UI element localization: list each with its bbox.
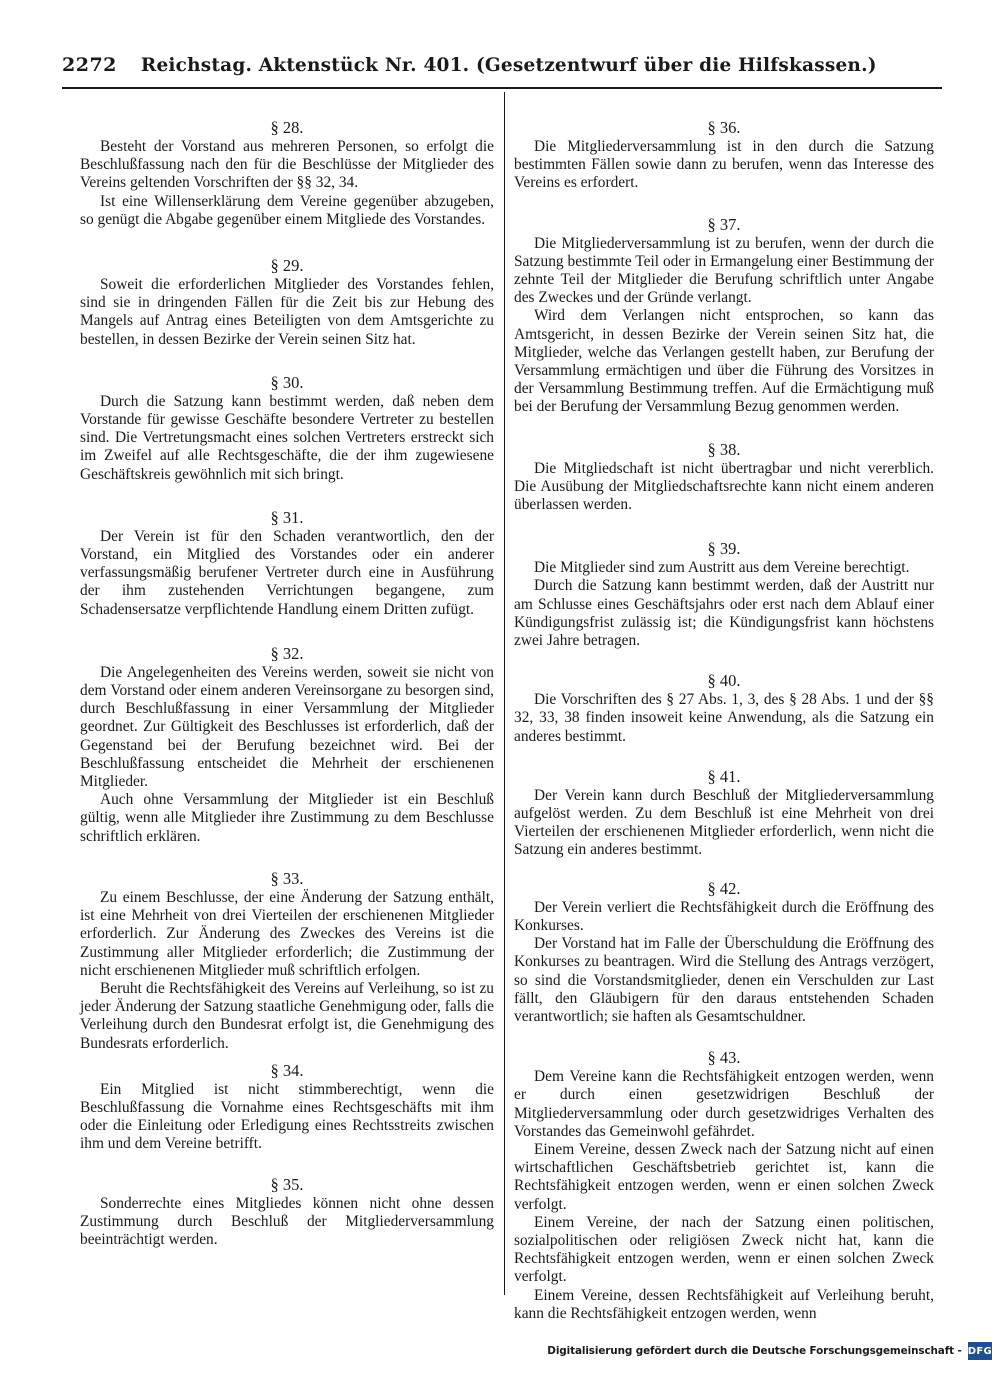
section-heading: § 37.: [707, 214, 741, 234]
section: [80, 1061, 494, 1154]
section-heading: § 28.: [270, 118, 304, 137]
paragraph: Wird dem Verlangen nicht entsprochen, so kann das Amtsgericht, in dessen Bezirke der Verein seinen Sitz hat, die Mitglieder, welche das Verlangen gestellt haben, zur Berufung der Versammlung ermächtigen und über die Führung des Vorsitzes in der Versammlung Bestimmung treffen. Auf die Ermächtigung muß bei der Berufung der Versammlung Bezug genommen werden.: [514, 307, 934, 416]
paragraph: Die Mitgliederversammlung ist zu berufen, wenn der durch die Satzung bestimmte Teil oder in Ermangelung einer Bestimmung der zehnte Teil der Mitglieder die Berufung schriftlich unter Angabe des Zweckes und der Gründe verlangt.: [514, 234, 934, 307]
section: [80, 644, 494, 846]
section: [80, 508, 494, 619]
paragraph: Die Mitglieder sind zum Austritt aus dem Vereine berechtigt.: [534, 559, 910, 577]
section: [80, 118, 494, 229]
section: [514, 215, 934, 417]
section: [514, 118, 934, 193]
running-title: Reichstag. Aktenstück Nr. 401. (Gesetzentwurf über die Hilfskassen.): [140, 55, 877, 76]
section: [514, 1048, 934, 1323]
paragraph: Soweit die erforderlichen Mitglieder des Vorstandes fehlen, sind sie in dringenden Fällen für die Zeit bis zur Hebung des Mangels auf Antrag eines Beteiligten von dem Amtsgerichte zu bestellen, in dessen Bezirke der Verein seinen Sitz hat.: [80, 276, 494, 348]
paragraph: Der Verein verliert die Rechtsfähigkeit durch die Eröffnung des Konkurses.: [514, 898, 934, 934]
paragraph: Durch die Satzung kann bestimmt werden, daß der Austritt nur am Schlusse eines Geschäftsjahrs oder erst nach dem Ablauf einer Kündigungsfrist zulässig ist; die Kündigungsfrist kann höchstens zwei Jahre betragen.: [514, 577, 934, 650]
section: [514, 440, 934, 515]
section-heading: § 38.: [707, 439, 741, 459]
paragraph: Der Verein kann durch Beschluß der Mitgliederversammlung aufgelöst werden. Zu dem Beschluß ist eine Mehrheit von drei Vierteilen der erschienenen Mitglieder erforderlich, wenn nicht die Satzung ein anderes bestimmt.: [514, 786, 934, 859]
section: [80, 373, 494, 484]
header-rule: [62, 87, 942, 89]
page-number: 2272: [62, 54, 117, 76]
section-heading: § 40.: [707, 671, 741, 691]
dfg-logo: DFG: [968, 1342, 992, 1360]
paragraph: Besteht der Vorstand aus mehreren Personen, so erfolgt die Beschlußfassung nach den für die Beschlüsse der Mitglieder des Vereins geltenden Vorschriften der §§ 32, 34.: [80, 138, 494, 192]
section-heading: § 29.: [270, 256, 304, 276]
paragraph: Zu einem Beschlusse, der eine Änderung der Satzung enthält, ist eine Mehrheit von drei Vierteilen der erschienenen Mitglieder erforderlich. Zur Änderung des Zweckes des Vereins ist die Zustimmung aller Mitglieder erforderlich; die Zustimmung der nicht erschienenen Mitglieder muß schriftlich erfolgen.: [80, 888, 494, 979]
page-header: [62, 54, 942, 86]
section-heading: § 42.: [707, 878, 741, 898]
section-heading: § 32.: [270, 643, 304, 663]
section-heading: § 36.: [707, 118, 741, 137]
section-heading: § 43.: [707, 1048, 741, 1068]
section-heading: § 33.: [270, 868, 304, 888]
paragraph: Die Angelegenheiten des Vereins werden, soweit sie nicht von dem Vorstand oder einem anderen Vereinsorgane zu besorgen sind, durch Beschlußfassung in einer Versammlung der Mitglieder geordnet. Zur Gültigkeit des Beschlusses ist erforderlich, daß der Gegenstand bei der Berufung bezeichnet wird. Bei der Beschlußfassung entscheidet die Mehrheit der erschienenen Mitglieder.: [80, 663, 494, 791]
section-heading: § 31.: [270, 507, 304, 527]
left-column: [80, 98, 494, 1249]
right-column: [514, 98, 934, 1323]
paragraph: Beruht die Rechtsfähigkeit des Vereins auf Verleihung, so ist zu jeder Änderung der Satzung staatliche Genehmigung oder, falls die Verleihung durch den Bundesrat erfolgt ist, die Genehmigung des Bundesrats erforderlich.: [80, 979, 494, 1052]
section: [514, 671, 934, 746]
paragraph: Einem Vereine, der nach der Satzung einen politischen, sozialpolitischen oder religiösen Zweck nicht hat, kann die Rechtsfähigkeit entzogen werden, wenn er einen solchen Zweck verfolgt.: [514, 1213, 934, 1286]
paragraph: Auch ohne Versammlung der Mitglieder ist ein Beschluß gültig, wenn alle Mitglieder ihre Zustimmung zu dem Beschlusse schriftlich erklären.: [80, 791, 494, 845]
paragraph: Die Mitgliederversammlung ist in den durch die Satzung bestimmten Fällen sowie dann zu berufen, wenn das Interesse des Vereins es erfordert.: [514, 138, 934, 192]
section: [80, 1175, 494, 1250]
section: [80, 256, 494, 349]
section: [514, 879, 934, 1026]
paragraph: Dem Vereine kann die Rechtsfähigkeit entzogen werden, wenn er durch einen gesetzwidrigen Beschluß der Mitgliederversammlung oder durch gesetzwidriges Verhalten des Vorstandes das Gemeinwohl gefährdet.: [514, 1068, 934, 1140]
section: [514, 539, 934, 650]
paragraph: Einem Vereine, dessen Zweck nach der Satzung nicht auf einen wirtschaftlichen Geschäftsbetrieb gerichtet ist, kann die Rechtsfähigkeit entzogen werden, wenn er einen solchen Zweck verfolgt.: [514, 1140, 934, 1213]
paragraph: Ist eine Willenserklärung dem Vereine gegenüber abzugeben, so genügt die Abgabe gegenüber einem Mitgliede des Vorstandes.: [80, 192, 494, 228]
section-heading: § 30.: [270, 372, 304, 392]
paragraph: Sonderrechte eines Mitgliedes können nicht ohne dessen Zustimmung durch Beschluß der Mitgliederversammlung beeinträchtigt werden.: [80, 1194, 494, 1248]
paragraph: Der Verein ist für den Schaden verantwortlich, den der Vorstand, ein Mitglied des Vorstandes oder ein anderer verfassungsmäßig berufener Vertreter durch eine in Ausführung der ihm zustehenden Verrichtungen begangene, zum Schadensersatze verpflichtende Handlung einem Dritten zufügt.: [80, 527, 494, 618]
paragraph: Einem Vereine, dessen Rechtsfähigkeit auf Verleihung beruht, kann die Rechtsfähigkeit entzogen werden, wenn: [514, 1286, 934, 1322]
section-heading: § 35.: [270, 1174, 304, 1194]
footer: [547, 1339, 992, 1363]
section-heading: § 39.: [707, 539, 741, 559]
section-heading: § 41.: [707, 766, 741, 786]
section-heading: § 34.: [270, 1060, 304, 1080]
paragraph: Durch die Satzung kann bestimmt werden, daß neben dem Vorstande für gewisse Geschäfte besondere Vertreter zu bestellen sind. Die Vertretungsmacht eines solchen Vertreters erstreckt sich im Zweifel auf alle Rechtsgeschäfte, die der ihm zugewiesene Geschäftskreis gewöhnlich mit sich bringt.: [80, 392, 494, 483]
footer-credit: Digitalisierung gefördert durch die Deutsche Forschungsgemeinschaft -: [547, 1345, 962, 1357]
section: [80, 869, 494, 1053]
paragraph: Der Vorstand hat im Falle der Überschuldung die Eröffnung des Konkurses zu beantragen. Wird die Stellung des Antrags verzögert, so sind die Vorstandsmitglieder, denen ein Verschulden zur Last fällt, den Gläubigern für den daraus entstehenden Schaden verantwortlich; sie haften als Gesamtschuldner.: [514, 935, 934, 1025]
paragraph: Die Vorschriften des § 27 Abs. 1, 3, des § 28 Abs. 1 und der §§ 32, 33, 38 finden insoweit keine Anwendung, als die Satzung ein anderes bestimmt.: [514, 691, 934, 745]
section: [514, 767, 934, 860]
paragraph: Ein Mitglied ist nicht stimmberechtigt, wenn die Beschlußfassung die Vornahme eines Rechtsgeschäfts mit ihm oder die Einleitung oder Erledigung eines Rechtsstreits zwischen ihm und dem Vereine betrifft.: [80, 1080, 494, 1153]
column-divider: [504, 92, 505, 1295]
paragraph: Die Mitgliedschaft ist nicht übertragbar und nicht vererblich. Die Ausübung der Mitgliedschaftsrechte kann nicht einem anderen überlassen werden.: [514, 459, 934, 514]
